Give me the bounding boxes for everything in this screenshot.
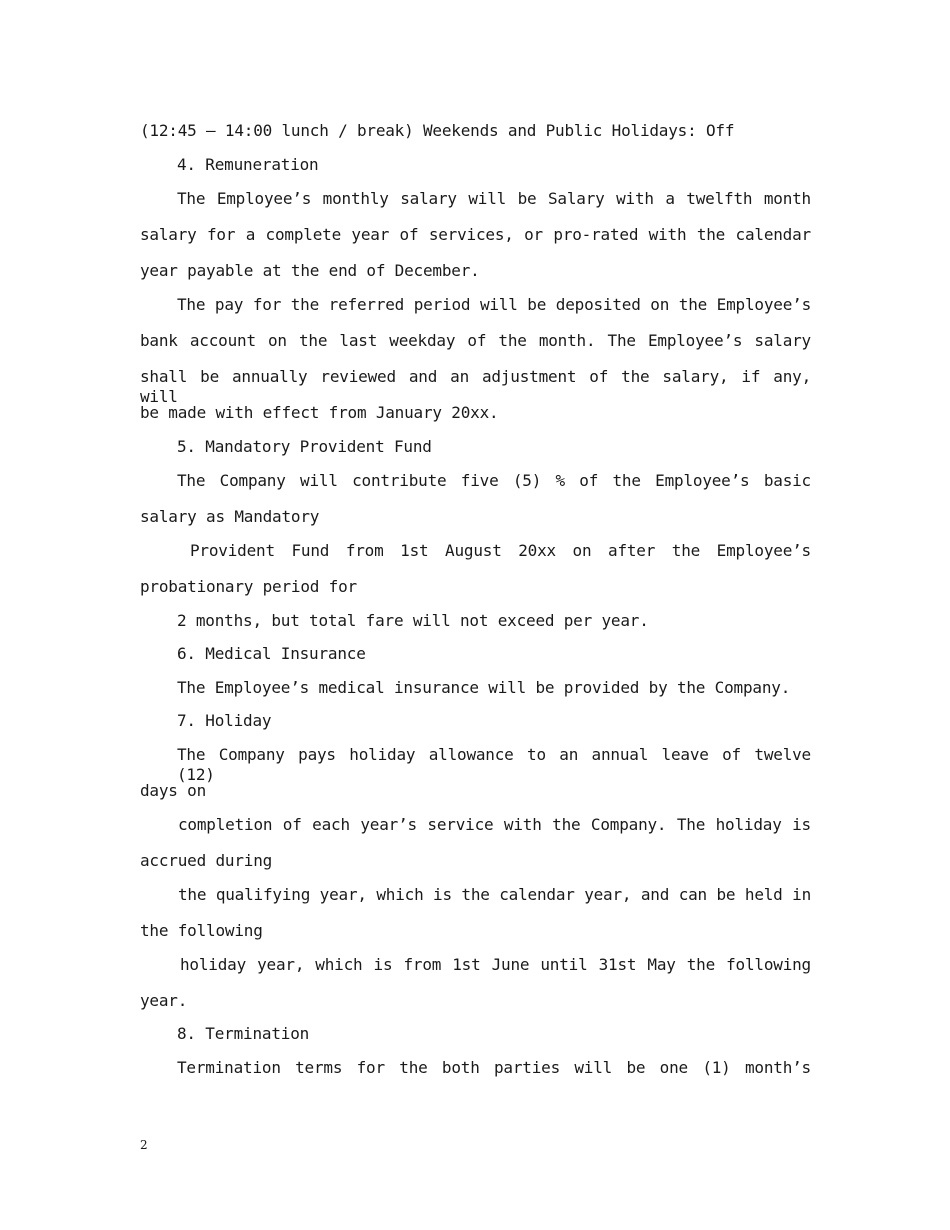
remuneration-paragraph-line: salary for a complete year of services, or pro-rated with the calendar: [140, 225, 811, 244]
pay-paragraph-line: be made with effect from January 20xx.: [140, 403, 499, 422]
pay-paragraph-line: shall be annually reviewed and an adjustment of the salary, if any, will: [140, 367, 811, 406]
pay-paragraph-line: bank account on the last weekday of the month. The Employee’s salary: [140, 331, 811, 350]
holiday-line: the following: [140, 921, 263, 940]
termination-line: Termination terms for the both parties will be one (1) month’s: [177, 1058, 811, 1077]
holiday-line: holiday year, which is from 1st June until 31st May the following: [180, 955, 811, 974]
remuneration-paragraph-line: year payable at the end of December.: [140, 261, 480, 280]
medical-insurance-line: The Employee’s medical insurance will be provided by the Company.: [177, 678, 791, 697]
section-heading-medical-insurance: 6. Medical Insurance: [177, 644, 366, 663]
section-heading-holiday: 7. Holiday: [177, 711, 272, 730]
provident-fund-line: Provident Fund from 1st August 20xx on after the Employee’s: [190, 541, 811, 560]
provident-fund-line: probationary period for: [140, 577, 357, 596]
pay-paragraph-line: The pay for the referred period will be deposited on the Employee’s: [177, 295, 811, 314]
holiday-line: year.: [140, 991, 188, 1010]
holiday-line: the qualifying year, which is the calendar year, and can be held in: [178, 885, 811, 904]
working-hours-line: (12:45 – 14:00 lunch / break) Weekends and Public Holidays: Off: [140, 121, 735, 140]
remuneration-paragraph-line: The Employee’s monthly salary will be Salary with a twelfth month: [177, 189, 811, 208]
provident-fund-line: salary as Mandatory: [140, 507, 320, 526]
holiday-line: completion of each year’s service with the Company. The holiday is: [178, 815, 811, 834]
holiday-line: days on: [140, 781, 207, 800]
holiday-line: accrued during: [140, 851, 273, 870]
section-heading-provident-fund: 5. Mandatory Provident Fund: [177, 437, 432, 456]
page-number: 2: [140, 1138, 148, 1152]
holiday-line: The Company pays holiday allowance to an annual leave of twelve (12): [177, 745, 811, 784]
section-heading-termination: 8. Termination: [177, 1024, 310, 1043]
provident-fund-line: The Company will contribute five (5) % of the Employee’s basic: [177, 471, 811, 490]
section-heading-remuneration: 4. Remuneration: [177, 155, 319, 174]
provident-fund-line: 2 months, but total fare will not exceed per year.: [177, 611, 649, 630]
